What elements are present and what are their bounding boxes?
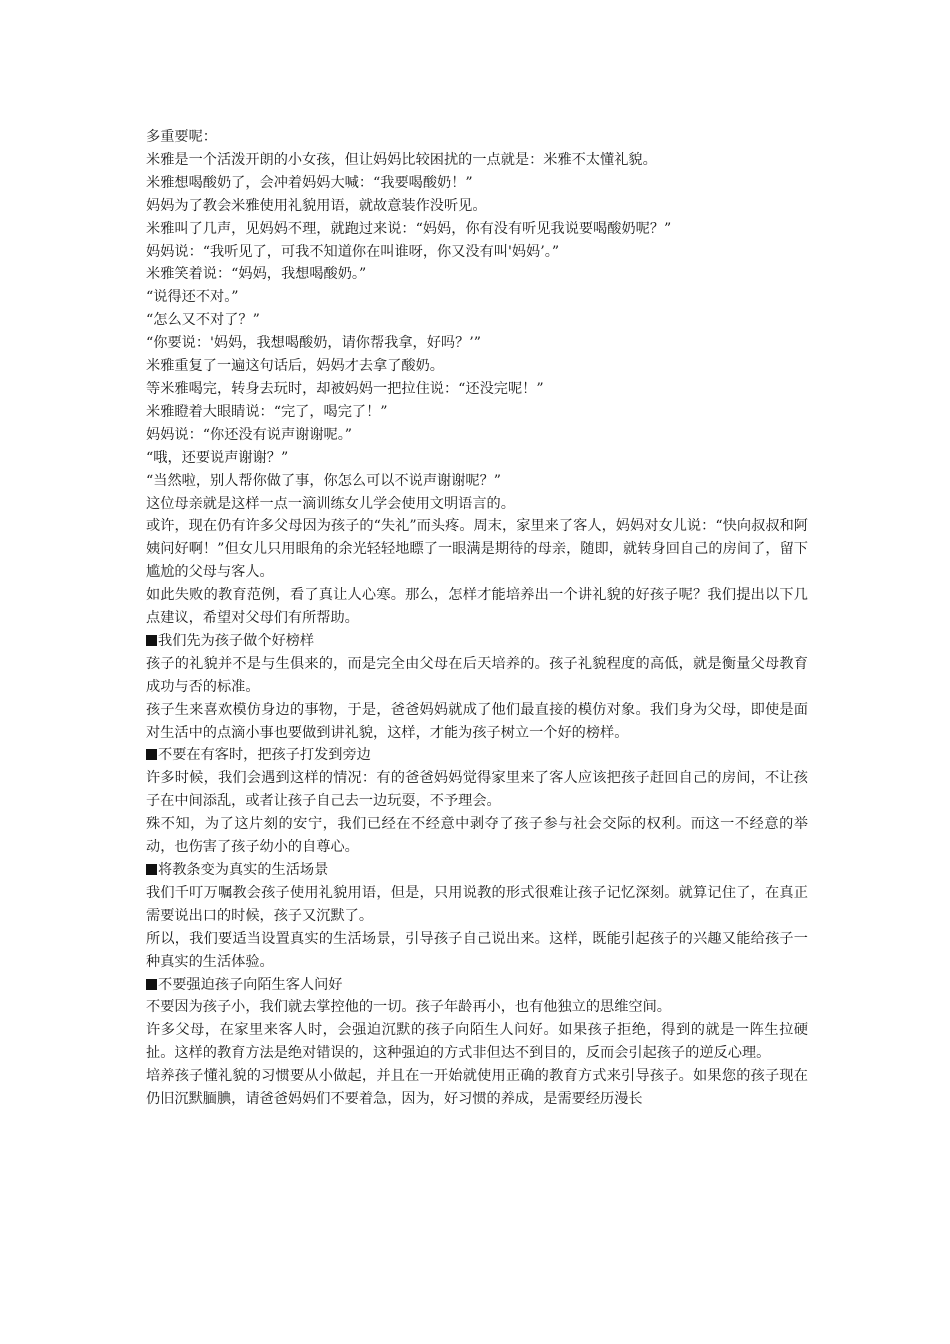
paragraph: 许多时候，我们会遇到这样的情况：有的爸爸妈妈觉得家里来了客人应该把孩子赶回自己的房间，不让孩子在中间添乱，或者让孩子自己去一边玩耍，不予理会。 — [146, 770, 808, 810]
paragraph: 孩子生来喜欢模仿身边的事物，于是，爸爸妈妈就成了他们最直接的模仿对象。我们身为父母，即使是面对生活中的点滴小事也要做到讲礼貌，这样，才能为孩子树立一个好的榜样。 — [146, 701, 808, 741]
paragraph: 孩子的礼貌并不是与生俱来的，而是完全由父母在后天培养的。孩子礼貌程度的高低，就是衡量父母教育成功与否的标准。 — [146, 655, 808, 695]
paragraph: “哦，还要说声谢谢？” — [146, 449, 289, 466]
paragraph: 如此失败的教育范例，看了真让人心寒。那么，怎样才能培养出一个讲礼貌的好孩子呢？我们提出以下几点建议，希望对父母们有所帮助。 — [146, 587, 808, 627]
paragraph: 我们千叮万嘱教会孩子使用礼貌用语，但是，只用说教的形式很难让孩子记忆深刻。就算记住了，在真正需要说出口的时候，孩子又沉默了。 — [146, 884, 808, 924]
section-heading-text: 不要强迫孩子向陌生客人问好 — [158, 976, 343, 993]
black-square-bullet-icon — [146, 635, 157, 646]
paragraph: 妈妈为了教会米雅使用礼貌用语，就故意装作没听见。 — [146, 197, 487, 214]
paragraph: 所以，我们要适当设置真实的生活场景，引导孩子自己说出来。这样，既能引起孩子的兴趣又能给孩子一种真实的生活体验。 — [146, 930, 808, 970]
black-square-bullet-icon — [146, 749, 157, 760]
paragraph: “当然啦，别人帮你做了事，你怎么可以不说声谢谢呢？” — [146, 472, 502, 489]
section-heading — [146, 974, 808, 997]
paragraph: 妈妈说：“你还没有说声谢谢呢。” — [146, 426, 353, 443]
paragraph: 殊不知，为了这片刻的安宁，我们已经在不经意中剥夺了孩子参与社会交际的权利。而这一不经意的举动，也伤害了孩子幼小的自尊心。 — [146, 816, 808, 856]
paragraph: 妈妈说：“我听见了，可我不知道你在叫谁呀，你又没有叫'妈妈’。” — [146, 243, 560, 260]
paragraph: 不要因为孩子小，我们就去掌控他的一切。孩子年龄再小，也有他独立的思维空间。 — [146, 999, 671, 1016]
paragraph: 米雅是一个活泼开朗的小女孩，但让妈妈比较困扰的一点就是：米雅不太懂礼貌。 — [146, 151, 657, 168]
section-heading-text: 我们先为孩子做个好榜样 — [158, 632, 315, 649]
paragraph: 许多父母，在家里来客人时，会强迫沉默的孩子向陌生人问好。如果孩子拒绝，得到的就是一阵生拉硬扯。这样的教育方法是绝对错误的，这种强迫的方式非但达不到目的，反而会引起孩子的逆反心理。 — [146, 1022, 808, 1062]
section-heading-text: 不要在有客时，把孩子打发到旁边 — [158, 747, 371, 764]
paragraph: 米雅想喝酸奶了，会冲着妈妈大喊：“我要喝酸奶！” — [146, 174, 473, 191]
paragraph: 培养孩子懂礼貌的习惯要从小做起，并且在一开始就使用正确的教育方式来引导孩子。如果您的孩子现在仍旧沉默腼腆，请爸爸妈妈们不要着急，因为，好习惯的养成，是需要经历漫长 — [146, 1068, 808, 1108]
paragraph: 米雅叫了几声，见妈妈不理，就跑过来说：“妈妈，你有没有听见我说要喝酸奶呢？” — [146, 220, 672, 237]
paragraph: 多重要呢： — [146, 129, 217, 145]
paragraph: 米雅瞪着大眼睛说：“完了，喝完了！” — [146, 403, 388, 420]
paragraph: 这位母亲就是这样一点一滴训练女儿学会使用文明语言的。 — [146, 495, 515, 512]
paragraph: 等米雅喝完，转身去玩时，却被妈妈一把拉住说：“还没完呢！” — [146, 380, 544, 397]
black-square-bullet-icon — [146, 979, 157, 990]
document-page — [146, 126, 808, 1111]
paragraph: “你要说：'妈妈，我想喝酸奶，请你帮我拿，好吗？’” — [146, 335, 482, 352]
section-heading — [146, 859, 808, 882]
section-heading — [146, 744, 808, 767]
section-heading-text: 将教条变为真实的生活场景 — [158, 862, 329, 878]
paragraph: “说得还不对。” — [146, 289, 239, 306]
paragraph: 米雅笑着说：“妈妈，我想喝酸奶。” — [146, 266, 367, 283]
paragraph: 或许，现在仍有许多父母因为孩子的“失礼”而头疼。周末，家里来了客人，妈妈对女儿说：“快向叔叔和阿姨问好啊！”但女儿只用眼角的余光轻轻地瞟了一眼满是期待的母亲，随即，就转身回自己的房间了，留下尴尬的父母与客人。 — [146, 518, 808, 581]
paragraph: “怎么又不对了？” — [146, 312, 260, 329]
paragraph: 米雅重复了一遍这句话后，妈妈才去拿了酸奶。 — [146, 358, 444, 375]
section-heading — [146, 630, 808, 653]
black-square-bullet-icon — [146, 864, 157, 875]
